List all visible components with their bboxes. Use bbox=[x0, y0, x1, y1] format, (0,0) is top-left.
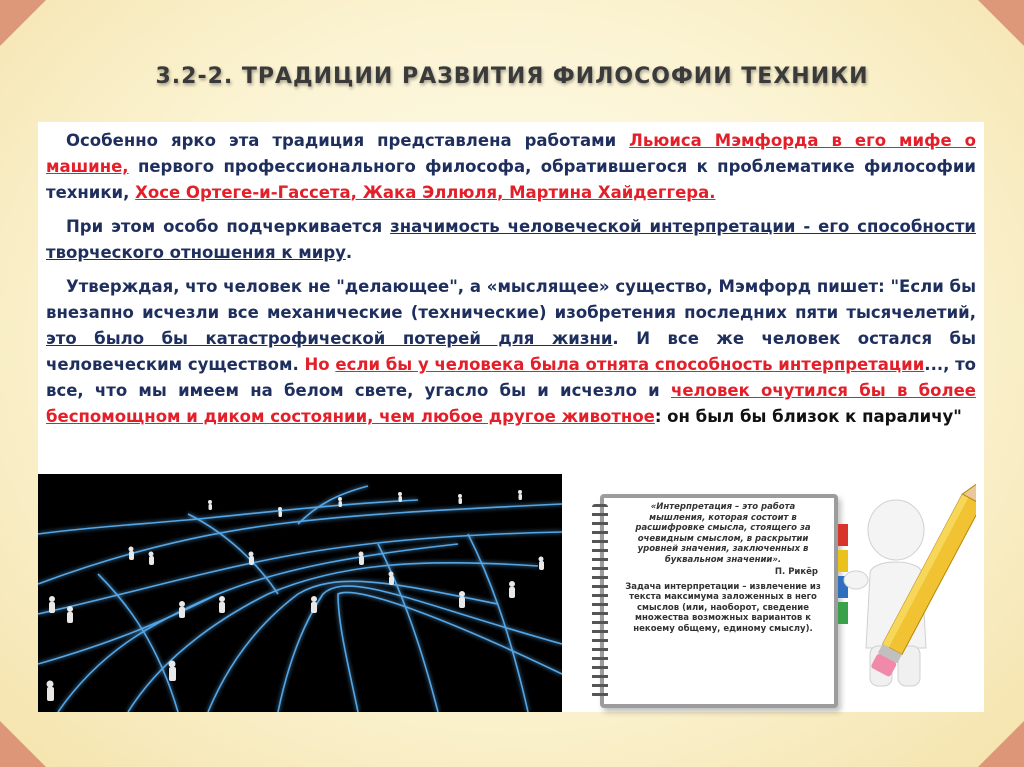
human-network-illustration bbox=[38, 474, 562, 712]
paragraph-2 bbox=[38, 214, 984, 266]
notebook-spiral bbox=[592, 504, 608, 698]
corner-decoration bbox=[0, 0, 46, 46]
p2-underlined: значимость человеческой интерпретации - его способности творческого отношения к миру bbox=[46, 217, 976, 262]
corner-decoration bbox=[0, 721, 46, 767]
link-heidegger[interactable]: Мартина Хайдеггера. bbox=[509, 183, 716, 202]
p3-red-underlined: человек очутился бы в более беспомощном и диком состоянии, чем любое другое животное bbox=[46, 381, 976, 426]
p3-red-underlined: если бы у человека была отнята способность интерпретации bbox=[335, 355, 925, 374]
paragraph-3 bbox=[38, 274, 984, 430]
paragraph-1 bbox=[38, 122, 984, 206]
link-mumford[interactable]: Льюиса Мэмфорда bbox=[629, 131, 832, 150]
notebook-text bbox=[622, 502, 824, 634]
p2-text: При этом особо подчеркивается bbox=[66, 217, 391, 236]
link-ellul[interactable]: Жака Эллюля bbox=[362, 183, 498, 202]
corner-decoration bbox=[978, 0, 1024, 46]
p3-red: Но bbox=[304, 355, 336, 374]
person-with-pencil-icon bbox=[836, 478, 976, 708]
link-ortega[interactable]: Хосе Ортеге-и-Гассета bbox=[135, 183, 351, 202]
corner-decoration bbox=[978, 721, 1024, 767]
p3-text: Утверждая, что человек не "делающее", а «мыслящее» существо, Мэмфорд пишет: "Если бы внезапно исчезли все механические (технические) изобретения последних пяти тысячелетий, bbox=[46, 277, 976, 322]
ricoeur-quote: «Интерпретация – это работа мышления, которая состоит в расшифровке смысла, стоящего за очевидным смыслом, в раскрытии уровней значения, заключенных в буквальном значении». bbox=[635, 502, 811, 565]
link-myth-machine[interactable]: в его мифе о машине, bbox=[46, 131, 976, 176]
p1-text: Особенно ярко эта традиция представлена работами bbox=[66, 131, 630, 150]
p3-text: ..., то все, что мы имеем на белом свете, угасло бы и исчезло и bbox=[46, 355, 977, 400]
quote-author: П. Рикёр bbox=[774, 567, 818, 577]
p1-text: первого профессионального философа, обратившегося к проблематике философии техники, bbox=[46, 157, 976, 202]
slide-title: 3.2-2. ТРАДИЦИИ РАЗВИТИЯ ФИЛОСОФИИ ТЕХНИКИ bbox=[155, 64, 869, 89]
p2-text: . bbox=[345, 243, 353, 262]
p1-sep: , bbox=[350, 183, 363, 202]
interpretation-illustration bbox=[562, 474, 984, 712]
text-panel bbox=[38, 122, 984, 474]
p1-sep: , bbox=[497, 183, 510, 202]
p3-text: : он был бы близок к параличу" bbox=[654, 407, 962, 426]
notebook bbox=[600, 494, 838, 708]
interpretation-task: Задача интерпретации – извлечение из текста максимума заложенных в него смыслов (или, наоборот, сведение множества возможных вариантов к некоему общему, единому смыслу). bbox=[625, 581, 821, 634]
p3-underlined: это было бы катастрофической потерей для жизни bbox=[46, 329, 613, 348]
p3-text: . И все же человек остался бы человеческим существом. bbox=[46, 329, 976, 374]
